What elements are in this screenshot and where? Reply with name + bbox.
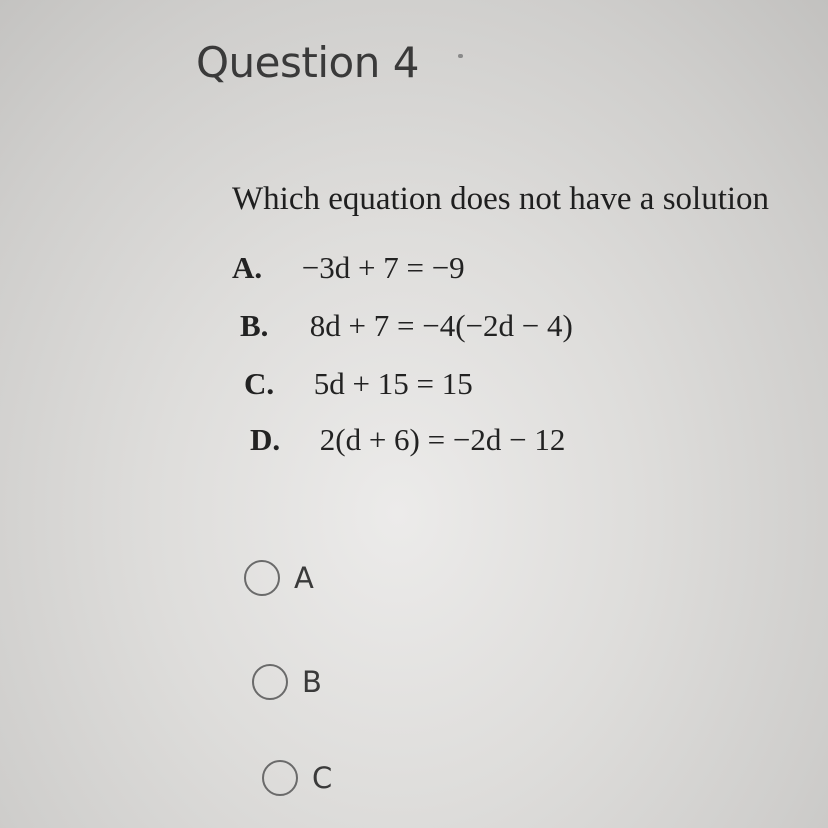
radio-label[interactable]: A — [294, 561, 314, 595]
question-title: Question 4 — [196, 38, 419, 87]
option-letter: B. — [240, 308, 269, 343]
answer-choice-b[interactable] — [252, 664, 322, 700]
option-equation: 5d + 15 = 15 — [313, 366, 473, 401]
equation-option-d — [250, 422, 565, 458]
radio-button-icon[interactable] — [252, 664, 288, 700]
equation-option-a — [232, 250, 465, 286]
option-equation: −3d + 7 = −9 — [301, 250, 465, 285]
option-letter: C. — [244, 366, 275, 401]
equation-option-c — [244, 366, 473, 402]
question-prompt: Which equation does not have a solution — [232, 181, 770, 217]
answer-choice-c[interactable] — [262, 760, 332, 796]
option-letter: D. — [250, 422, 281, 457]
radio-button-icon[interactable] — [244, 560, 280, 596]
radio-label[interactable]: B — [302, 665, 322, 699]
option-equation: 8d + 7 = −4(−2d − 4) — [309, 308, 573, 343]
option-letter: A. — [232, 250, 263, 285]
equation-option-b — [240, 308, 573, 344]
radio-button-icon[interactable] — [262, 760, 298, 796]
title-dot-decoration — [458, 54, 463, 58]
answer-choice-a[interactable] — [244, 560, 314, 596]
radio-label[interactable]: C — [312, 761, 333, 795]
option-equation: 2(d + 6) = −2d − 12 — [319, 422, 566, 457]
